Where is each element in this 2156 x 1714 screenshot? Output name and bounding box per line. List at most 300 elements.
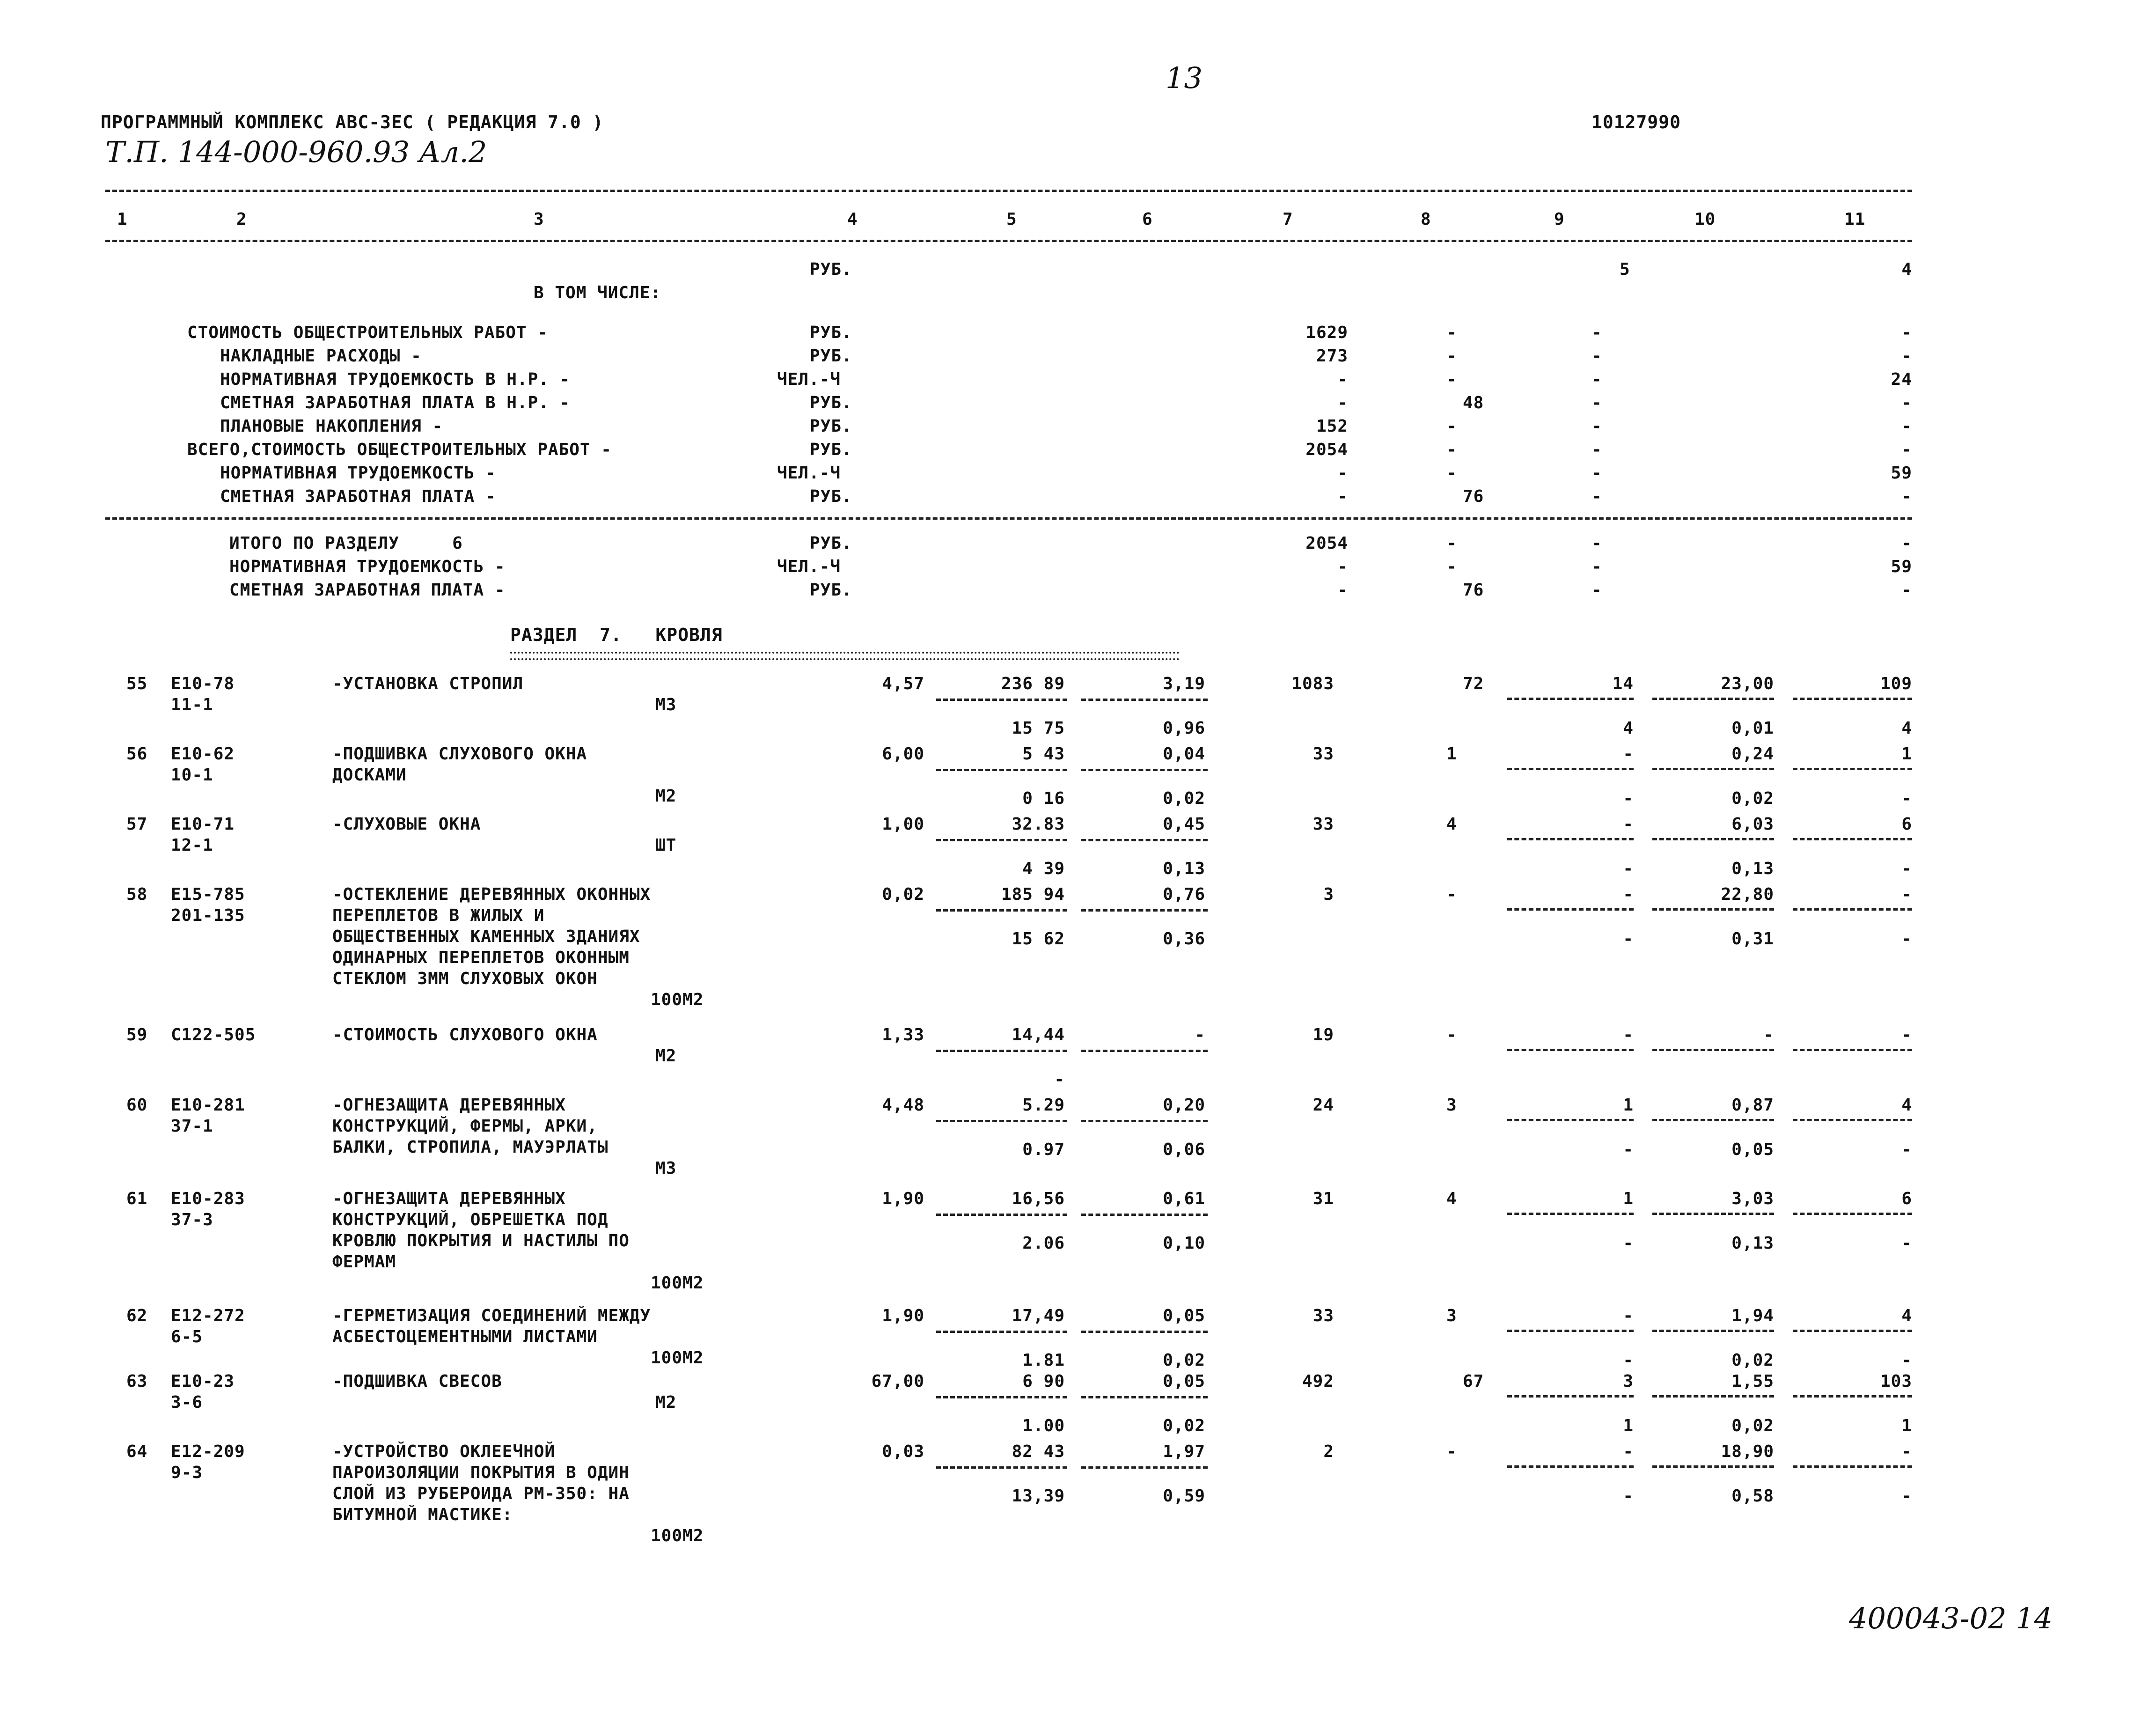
item-col10-sub: 0,02 [1731,1351,1774,1370]
price-separator [1081,1120,1208,1122]
item-unit-price-wage-sub: 0,13 [1163,859,1205,878]
item-description-line: -ПОДШИВКА СЛУХОВОГО ОКНА [332,744,587,764]
item-col11: 6 [1901,1189,1912,1208]
item-col7: 24 [1313,1096,1334,1115]
summary-label: СТОИМОСТЬ ОБЩЕСТРОИТЕЛЬНЫХ РАБОТ - [187,323,548,342]
summary-label: НАКЛАДНЫЕ РАСХОДЫ - [220,346,422,366]
price-separator [1081,1331,1208,1333]
right-separator [1793,1465,1912,1468]
item-description-line: -ОГНЕЗАЩИТА ДЕРЕВЯННЫХ [332,1096,566,1115]
item-col8: 4 [1446,815,1457,834]
price-separator [936,1214,1067,1216]
section-title-underline [510,652,1180,660]
summary-col7: 273 [1316,346,1348,366]
item-unit: М2 [655,787,677,806]
item-description-line: БИТУМНОЙ МАСТИКЕ: [332,1505,513,1524]
item-col10-sub: 0,13 [1731,859,1774,878]
program-title: ПРОГРАММНЫЙ КОМПЛЕКС АВС-3ЕС ( РЕДАКЦИЯ 7.0 ) [101,112,604,132]
total-col11: - [1901,534,1912,553]
summary-col9: - [1591,346,1602,366]
price-separator [1081,839,1208,841]
item-code: С122-505 [171,1025,256,1045]
column-number-7: 7 [1283,210,1293,229]
item-unit-price: 5 43 [1022,744,1065,764]
item-col9-sub: 1 [1623,1416,1634,1435]
summary-label: НОРМАТИВНАЯ ТРУДОЕМКОСТЬ В Н.Р. - [220,370,571,389]
right-separator [1652,1465,1774,1468]
item-unit-price-wage: 0,76 [1163,885,1205,904]
item-unit-price-wage-sub: 0,06 [1163,1140,1205,1159]
item-col10-sub: 0,13 [1731,1234,1774,1253]
right-separator [1507,838,1634,840]
summary-col9: - [1591,440,1602,459]
column-number-11: 11 [1844,210,1866,229]
item-col10: 6,03 [1731,815,1774,834]
item-number: 58 [126,885,148,904]
price-separator [936,1120,1067,1122]
item-number: 59 [126,1025,148,1045]
total-unit: ЧЕЛ.-Ч [777,557,841,576]
item-col10: 3,03 [1731,1189,1774,1208]
item-col7: 492 [1302,1372,1334,1391]
price-separator [1081,699,1208,701]
summary-col9: - [1591,463,1602,483]
item-unit-price-wage: 0,04 [1163,744,1205,764]
rule-top [105,190,1912,192]
right-separator [1652,1213,1774,1215]
summary-unit: РУБ. [810,393,852,412]
summary-col8: - [1446,323,1457,342]
right-separator [1652,838,1774,840]
right-separator [1793,908,1912,911]
item-description-line: КОНСТРУКЦИЙ, ОБРЕШЕТКА ПОД [332,1210,609,1229]
item-unit-price-wage: 0,45 [1163,815,1205,834]
summary-col11: 4 [1901,260,1912,279]
item-unit-price-sub: 13,39 [1012,1486,1065,1506]
summary-col7: 1629 [1305,323,1348,342]
right-separator [1652,1395,1774,1398]
item-unit-price: 16,56 [1012,1189,1065,1208]
item-unit-price-sub: 2.06 [1022,1234,1065,1253]
item-description-line: -ГЕРМЕТИЗАЦИЯ СОЕДИНЕНИЙ МЕЖДУ [332,1306,651,1325]
price-separator [936,699,1067,701]
item-col11: 1 [1901,744,1912,764]
rule-summary [105,517,1912,520]
item-col11: - [1901,1442,1912,1461]
rule-under-header [105,240,1912,242]
item-col11: 4 [1901,1096,1912,1115]
item-code-sub: 37-1 [171,1117,213,1136]
summary-unit: ЧЕЛ.-Ч [777,370,841,389]
column-number-5: 5 [1006,210,1017,229]
column-number-8: 8 [1421,210,1431,229]
summary-label: ПЛАНОВЫЕ НАКОПЛЕНИЯ - [220,417,443,436]
item-description-line: ОБЩЕСТВЕННЫХ КАМЕННЫХ ЗДАНИЯХ [332,927,640,946]
item-unit-price-wage: 0,61 [1163,1189,1205,1208]
item-quantity: 1,33 [882,1025,924,1045]
item-col9-sub: - [1623,929,1634,949]
item-description-line: -УСТРОЙСТВО ОКЛЕЕЧНОЙ [332,1442,556,1461]
item-unit-price-wage-sub: 0,02 [1163,789,1205,808]
price-separator [1081,1396,1208,1398]
summary-col7: - [1337,370,1348,389]
summary-col11: - [1901,393,1912,412]
item-col11-sub: - [1901,1140,1912,1159]
item-code: Е10-23 [171,1372,235,1391]
item-unit: 100М2 [651,1348,704,1368]
right-separator [1793,768,1912,770]
column-number-3: 3 [534,210,544,229]
summary-label: НОРМАТИВНАЯ ТРУДОЕМКОСТЬ - [220,463,496,483]
item-col11-sub: - [1901,1486,1912,1506]
total-col8: - [1446,557,1457,576]
item-col8: - [1446,885,1457,904]
item-col10: 1,94 [1731,1306,1774,1325]
item-code: Е10-78 [171,674,235,693]
item-col9: 1 [1623,1096,1634,1115]
column-number-9: 9 [1554,210,1565,229]
right-separator [1652,768,1774,770]
price-separator [936,769,1067,771]
total-label: НОРМАТИВНАЯ ТРУДОЕМКОСТЬ - [229,557,506,576]
right-separator [1793,1330,1912,1332]
item-col10-sub: 0,31 [1731,929,1774,949]
item-col10: 0,24 [1731,744,1774,764]
item-code-sub: 12-1 [171,836,213,855]
column-number-1: 1 [117,210,128,229]
item-col7: 19 [1313,1025,1334,1045]
item-description-line: АСБЕСТОЦЕМЕНТНЫМИ ЛИСТАМИ [332,1327,598,1346]
item-unit: М2 [655,1046,677,1066]
item-code: Е12-272 [171,1306,245,1325]
summary-unit: РУБ. [810,346,852,366]
price-separator [936,1050,1067,1052]
item-col11: - [1901,1025,1912,1045]
item-unit-price-wage: 0,05 [1163,1372,1205,1391]
summary-col11: 24 [1891,370,1912,389]
summary-label: СМЕТНАЯ ЗАРАБОТНАЯ ПЛАТА - [220,487,496,506]
item-description-line: -ОГНЕЗАЩИТА ДЕРЕВЯННЫХ [332,1189,566,1208]
item-col10-sub: 0,05 [1731,1140,1774,1159]
item-description-line: БАЛКИ, СТРОПИЛА, МАУЭРЛАТЫ [332,1138,609,1157]
item-unit-price-sub: 0 16 [1022,789,1065,808]
item-number: 60 [126,1096,148,1115]
item-col7: 2 [1323,1442,1334,1461]
item-col8: 67 [1463,1372,1484,1391]
right-separator [1507,1395,1634,1398]
right-separator [1507,768,1634,770]
item-col11-sub: 4 [1901,719,1912,738]
item-unit: М2 [655,1393,677,1412]
item-col9: 3 [1623,1372,1634,1391]
item-col7: 1083 [1291,674,1334,693]
item-code: Е10-62 [171,744,235,764]
summary-col8: 5 [1620,260,1630,279]
right-separator [1793,1213,1912,1215]
item-number: 57 [126,815,148,834]
section-title: РАЗДЕЛ 7. КРОВЛЯ [510,625,723,645]
item-quantity: 1,00 [882,815,924,834]
total-col8: 76 [1463,581,1484,600]
item-unit-price-wage: 0,05 [1163,1306,1205,1325]
item-unit-price: 32.83 [1012,815,1065,834]
item-unit-price-wage-sub: 0,36 [1163,929,1205,949]
item-col7: 33 [1313,1306,1334,1325]
item-description-line: -ПОДШИВКА СВЕСОВ [332,1372,502,1391]
item-description-line: СЛОЙ ИЗ РУБЕРОИДА РМ-350: НА [332,1484,630,1503]
total-unit: РУБ. [810,534,852,553]
item-col11-sub: - [1901,1351,1912,1370]
right-separator [1507,1213,1634,1215]
item-quantity: 6,00 [882,744,924,764]
right-separator [1507,1465,1634,1468]
item-quantity: 4,48 [882,1096,924,1115]
item-unit-price-wage: 0,20 [1163,1096,1205,1115]
item-col11-sub: - [1901,929,1912,949]
item-code-sub: 3-6 [171,1393,203,1412]
item-unit: 100М2 [651,1273,704,1293]
item-unit-price: 14,44 [1012,1025,1065,1045]
total-col9: - [1591,557,1602,576]
summary-col7: - [1337,463,1348,483]
price-separator [1081,1466,1208,1469]
item-description-line: СТЕКЛОМ 3ММ СЛУХОВЫХ ОКОН [332,969,598,988]
item-col7: 33 [1313,815,1334,834]
item-unit-price: 17,49 [1012,1306,1065,1325]
summary-unit: РУБ. [810,440,852,459]
item-col9: - [1623,1442,1634,1461]
item-col9-sub: - [1623,1351,1634,1370]
item-code-sub: 11-1 [171,695,213,714]
summary-col11: - [1901,440,1912,459]
item-code: Е10-283 [171,1189,245,1208]
summary-col9: - [1591,417,1602,436]
item-col11-sub: - [1901,859,1912,878]
total-col11: 59 [1891,557,1912,576]
item-col8: 1 [1446,744,1457,764]
item-col10: 0,87 [1731,1096,1774,1115]
item-unit-price: 6 90 [1022,1372,1065,1391]
item-col9: 14 [1612,674,1634,693]
item-unit-price-wage-sub: 0,02 [1163,1416,1205,1435]
total-col8: - [1446,534,1457,553]
item-unit-price-sub: 15 75 [1012,719,1065,738]
summary-col9: - [1591,487,1602,506]
item-unit-price-wage-sub: 0,10 [1163,1234,1205,1253]
item-col8: 4 [1446,1189,1457,1208]
document-code: 10127990 [1591,112,1681,132]
summary-col7: 2054 [1305,440,1348,459]
item-code-sub: 37-3 [171,1210,213,1229]
column-number-6: 6 [1142,210,1153,229]
summary-col9: - [1591,370,1602,389]
total-col7: 2054 [1305,534,1348,553]
summary-col11: - [1901,323,1912,342]
item-col9-sub: - [1623,1486,1634,1506]
item-col9-sub: - [1623,1140,1634,1159]
item-col10-sub: 0,58 [1731,1486,1774,1506]
summary-col9: - [1591,323,1602,342]
item-description-line: ФЕРМАМ [332,1252,396,1272]
item-col10: - [1763,1025,1774,1045]
item-col8: - [1446,1025,1457,1045]
item-col11: 109 [1880,674,1912,693]
item-unit: ШТ [655,836,677,855]
right-separator [1652,698,1774,700]
right-separator [1652,1330,1774,1332]
item-unit-price: 185 94 [1001,885,1065,904]
price-separator [1081,909,1208,912]
item-col10-sub: 0,02 [1731,789,1774,808]
item-col9-sub: - [1623,789,1634,808]
total-label: ИТОГО ПО РАЗДЕЛУ 6 [229,534,463,553]
item-code: Е12-209 [171,1442,245,1461]
total-unit: РУБ. [810,581,852,600]
item-col7: 3 [1323,885,1334,904]
item-quantity: 67,00 [871,1372,924,1391]
item-description-line: -ОСТЕКЛЕНИЕ ДЕРЕВЯННЫХ ОКОННЫХ [332,885,651,904]
summary-col7: - [1337,487,1348,506]
item-description-line: ПЕРЕПЛЕТОВ В ЖИЛЫХ И [332,906,545,925]
summary-label: В ТОМ ЧИСЛЕ: [534,283,661,302]
item-col9: 1 [1623,1189,1634,1208]
item-col8: - [1446,1442,1457,1461]
item-col11-sub: - [1901,789,1912,808]
document-reference: Т.П. 144-000-960.93 Ал.2 [105,135,487,169]
right-separator [1652,1119,1774,1121]
item-number: 61 [126,1189,148,1208]
right-separator [1793,1119,1912,1121]
right-separator [1507,1119,1634,1121]
right-separator [1507,1049,1634,1051]
price-separator [1081,1214,1208,1216]
summary-col8: 48 [1463,393,1484,412]
item-col10-sub: 0,01 [1731,719,1774,738]
price-separator [936,1466,1067,1469]
item-unit-price-sub: 1.00 [1022,1416,1065,1435]
right-separator [1793,698,1912,700]
item-unit-price-sub: 0.97 [1022,1140,1065,1159]
right-separator [1507,698,1634,700]
right-separator [1793,838,1912,840]
price-separator [1081,1050,1208,1052]
total-col7: - [1337,581,1348,600]
item-unit-price-wage-sub: 0,59 [1163,1486,1205,1506]
item-unit-price-wage-sub: 0,02 [1163,1351,1205,1370]
item-col9: - [1623,815,1634,834]
item-col8: 3 [1446,1096,1457,1115]
summary-col8: - [1446,370,1457,389]
column-number-10: 10 [1694,210,1716,229]
item-unit: 100М2 [651,1526,704,1545]
summary-unit: РУБ. [810,417,852,436]
item-col8: 3 [1446,1306,1457,1325]
item-description-line: ДОСКАМИ [332,765,407,785]
item-unit-price-wage: - [1195,1025,1205,1045]
item-unit-price: 82 43 [1012,1442,1065,1461]
price-separator [1081,769,1208,771]
item-unit-price-sub: 1.81 [1022,1351,1065,1370]
item-col10: 1,55 [1731,1372,1774,1391]
summary-col8: - [1446,417,1457,436]
item-col11: 103 [1880,1372,1912,1391]
right-separator [1652,1049,1774,1051]
item-code: Е10-281 [171,1096,245,1115]
item-description-line: КРОВЛЮ ПОКРЫТИЯ И НАСТИЛЫ ПО [332,1231,630,1251]
item-col11-sub: - [1901,1234,1912,1253]
total-col7: - [1337,557,1348,576]
summary-unit: РУБ. [810,487,852,506]
summary-col8: 76 [1463,487,1484,506]
item-number: 56 [126,744,148,764]
summary-col11: - [1901,417,1912,436]
item-unit-price: 5.29 [1022,1096,1065,1115]
item-description-line: -СТОИМОСТЬ СЛУХОВОГО ОКНА [332,1025,598,1045]
item-col9-sub: 4 [1623,719,1634,738]
price-separator [936,1396,1067,1398]
total-label: СМЕТНАЯ ЗАРАБОТНАЯ ПЛАТА - [229,581,506,600]
item-quantity: 4,57 [882,674,924,693]
item-unit-price-sub: 4 39 [1022,859,1065,878]
item-col9: - [1623,885,1634,904]
item-description-line: ПАРОИЗОЛЯЦИИ ПОКРЫТИЯ В ОДИН [332,1463,630,1482]
column-number-2: 2 [236,210,247,229]
item-code-sub: 9-3 [171,1463,203,1482]
item-col11: 6 [1901,815,1912,834]
item-col11: - [1901,885,1912,904]
item-col10: 23,00 [1721,674,1774,693]
item-unit: 100М2 [651,990,704,1009]
right-separator [1507,1330,1634,1332]
item-unit: М3 [655,695,677,714]
item-code-sub: 10-1 [171,765,213,785]
item-col7: 31 [1313,1189,1334,1208]
item-unit-price-wage-sub: 0,96 [1163,719,1205,738]
item-col9: - [1623,1306,1634,1325]
item-unit-price-sub: 15 62 [1012,929,1065,949]
item-unit-price: 236 89 [1001,674,1065,693]
price-separator [936,839,1067,841]
right-separator [1793,1395,1912,1398]
summary-col11: 59 [1891,463,1912,483]
total-col9: - [1591,534,1602,553]
item-number: 63 [126,1372,148,1391]
item-number: 64 [126,1442,148,1461]
item-quantity: 0,02 [882,885,924,904]
item-unit-price-sub: - [1054,1070,1065,1089]
column-number-4: 4 [847,210,858,229]
item-quantity: 1,90 [882,1189,924,1208]
summary-label: ВСЕГО,СТОИМОСТЬ ОБЩЕСТРОИТЕЛЬНЫХ РАБОТ - [187,440,612,459]
item-code-sub: 6-5 [171,1327,203,1346]
item-col10-sub: 0,02 [1731,1416,1774,1435]
right-separator [1793,1049,1912,1051]
item-quantity: 1,90 [882,1306,924,1325]
summary-col8: - [1446,440,1457,459]
item-col9: - [1623,744,1634,764]
summary-unit: РУБ. [810,323,852,342]
item-col10: 22,80 [1721,885,1774,904]
summary-col7: - [1337,393,1348,412]
item-col11: 4 [1901,1306,1912,1325]
price-separator [936,1331,1067,1333]
item-unit-price-wage: 1,97 [1163,1442,1205,1461]
summary-col8: - [1446,346,1457,366]
item-code-sub: 201-135 [171,906,245,925]
summary-unit: ЧЕЛ.-Ч [777,463,841,483]
item-col9: - [1623,1025,1634,1045]
summary-col8: - [1446,463,1457,483]
